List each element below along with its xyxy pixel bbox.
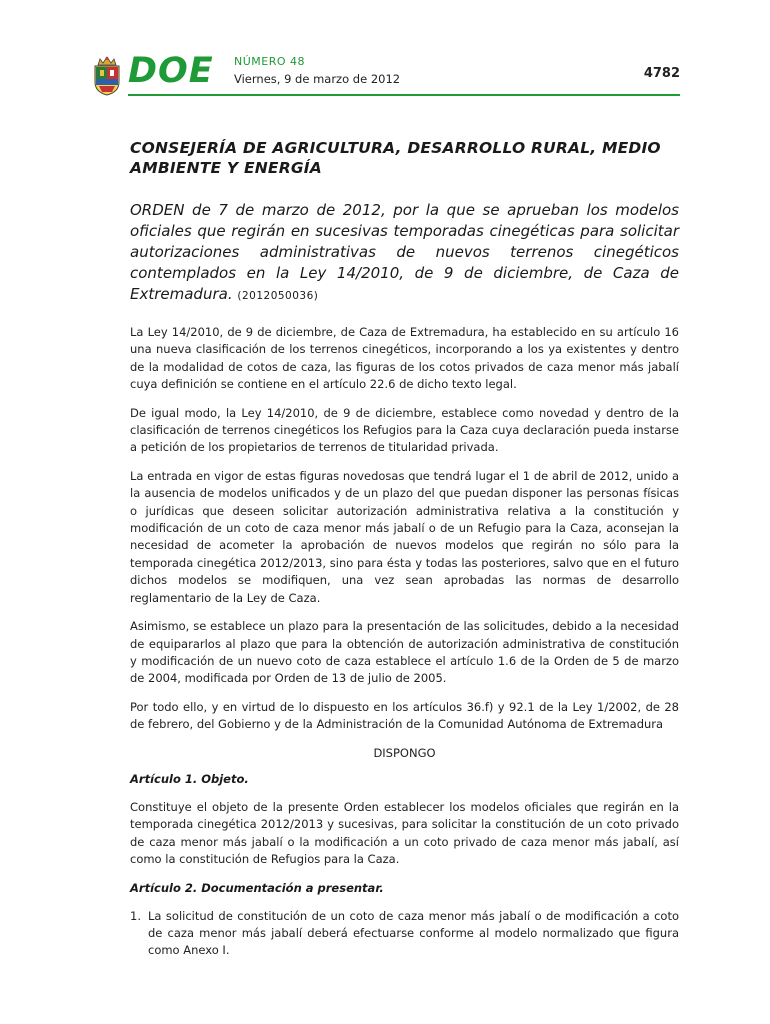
list-item xyxy=(130,908,679,960)
page-number: 4782 xyxy=(643,66,680,81)
order-title-text: ORDEN de 7 de marzo de 2012, por la que se aprueban los modelos oficiales que regirán en sucesivas temporadas cinegéticas para solicitar autorizaciones administrativas de nuevos terrenos cinegéticos contemplados en la Ley 14/2010, de 9 de diciembre, de Caza de Extremadura. xyxy=(130,201,679,303)
department-heading: CONSEJERÍA DE AGRICULTURA, DESARROLLO RURAL, MEDIO AMBIENTE Y ENERGÍA xyxy=(130,139,661,177)
extremadura-crest-icon xyxy=(92,56,122,96)
doe-logo: DOE xyxy=(128,51,214,91)
list-item-number: 1. xyxy=(130,908,141,923)
document-body xyxy=(130,138,679,960)
article-2-title: Artículo 2. Documentación a presentar. xyxy=(130,880,384,895)
paragraph: De igual modo, la Ley 14/2010, de 9 de diciembre, establece como novedad y dentro de la clasificación de terrenos cinegéticos los Refugios para la Caza cuya declaración pueda instarse a petición de los propietarios de terrenos de titularidad privada. xyxy=(130,405,679,455)
order-title xyxy=(130,200,679,307)
paragraph: Por todo ello, y en virtud de lo dispuesto en los artículos 36.f) y 92.1 de la Ley 1/2002, de 28 de febrero, del Gobierno y de la Administración de la Comunidad Autónoma de Extremadura xyxy=(130,699,679,732)
page-header xyxy=(92,52,680,98)
article-1-text: Constituye el objeto de la presente Orden establecer los modelos oficiales que regirán en la temporada cinegética 2012/2013 y sucesivas, para solicitar la constitución de un coto privado de caza menor más jabalí o la modificación a un coto privado de caza menor más jabalí, así como la constitución de Refugios para la Caza. xyxy=(130,799,679,867)
paragraph: La Ley 14/2010, de 9 de diciembre, de Caza de Extremadura, ha establecido en su artículo 16 una nueva clasificación de los terrenos cinegéticos, incorporando a los ya existentes y dentro de la modalidad de cotos de caza, las figuras de los cotos privados de caza menor más jabalí cuya definición se contiene en el artículo 22.6 de dicho texto legal. xyxy=(130,325,679,392)
dispongo-heading: DISPONGO xyxy=(373,745,436,760)
header-divider xyxy=(128,94,680,96)
list-item-text: La solicitud de constitución de un coto de caza menor más jabalí o de modificación a coto de caza menor más jabalí deberá efectuarse conforme al modelo normalizado que figura como Anexo I. xyxy=(148,908,679,958)
order-code: (2012050036) xyxy=(237,290,319,302)
article-1-title: Artículo 1. Objeto. xyxy=(130,771,249,786)
paragraph: La entrada en vigor de estas figuras novedosas que tendrá lugar el 1 de abril de 2012, unido a la ausencia de modelos unificados y de un plazo del que puedan disponer las personas físicas o jurídicas que deseen solicitar autorización administrativa relativa a la constitución y modificación de un coto de caza menor más jabalí o de un Refugio para la Caza, aconsejan la necesidad de acometer la aprobación de nuevos modelos que regirán no sólo para la temporada cinegética 2012/2013, sino para ésta y todas las posteriores, salvo que en el futuro dichos modelos se modifiquen, una vez sean aprobadas las normas de desarrollo reglamentario de la Ley de Caza. xyxy=(130,468,679,605)
issue-date: Viernes, 9 de marzo de 2012 xyxy=(234,72,401,86)
issue-number: NÚMERO 48 xyxy=(234,55,306,68)
paragraph: Asimismo, se establece un plazo para la presentación de las solicitudes, debido a la necesidad de equipararlos al plazo que para la obtención de autorización administrativa de constitución y modificación de un nuevo coto de caza establece el artículo 1.6 de la Orden de 5 de marzo de 2004, modificada por Orden de 13 de julio de 2005. xyxy=(130,619,679,686)
